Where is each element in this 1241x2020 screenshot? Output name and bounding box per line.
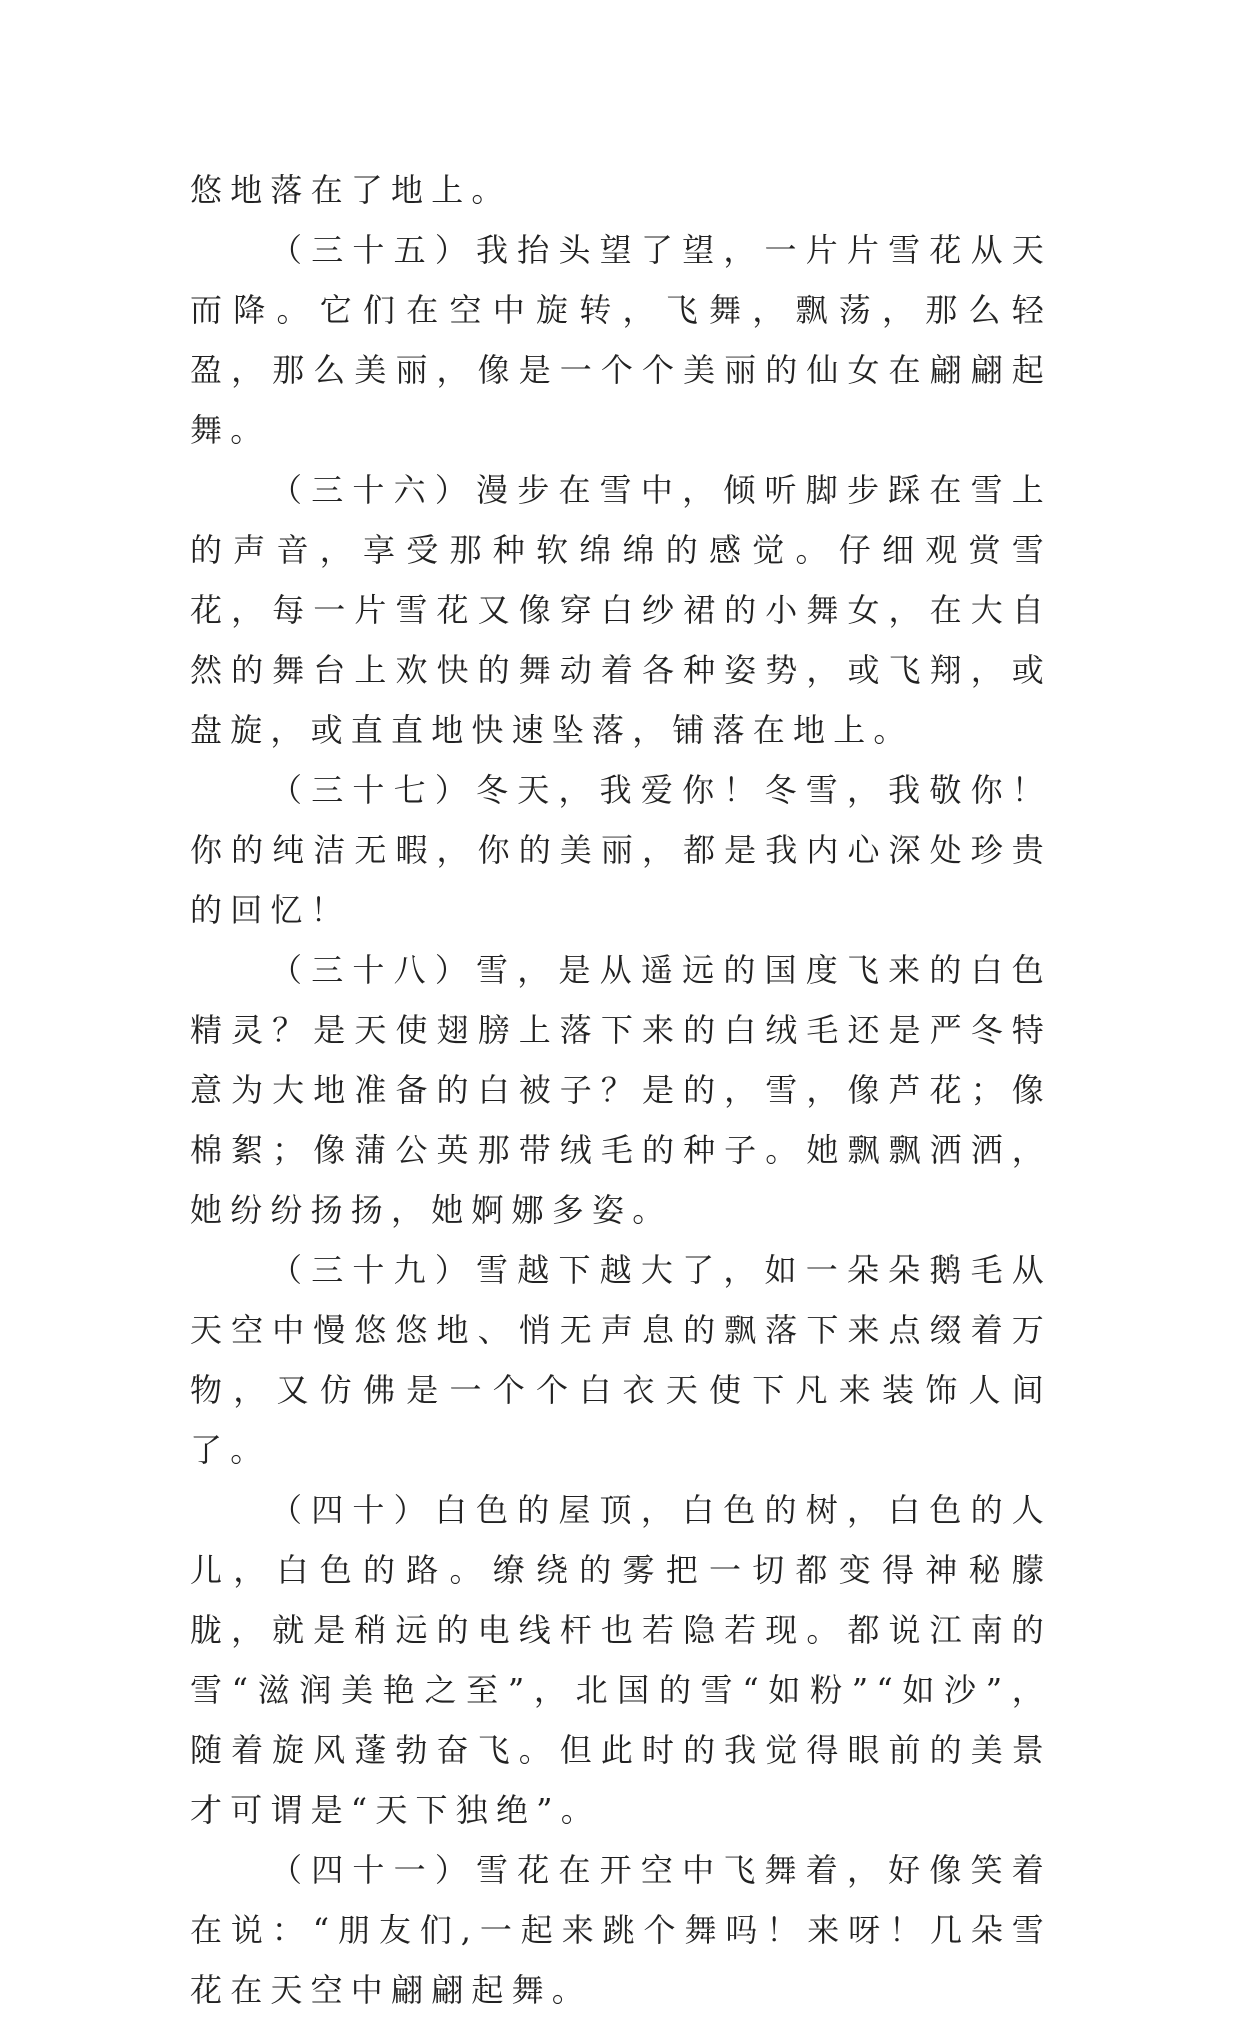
- document-body: [190, 160, 1052, 2020]
- paragraph-continuation: 悠地落在了地上。: [190, 171, 512, 209]
- paragraph-40: （四十）白色的屋顶，白色的树，白色的人儿，白色的路。缭绕的雾把一切都变得神秘朦胧，就是稍远的电线杆也若隐若现。都说江南的雪“滋润美艳之至”，北国的雪“如粉”“如沙”，随着旋风蓬勃奋飞。但此时的我觉得眼前的美景才可谓是“天下独绝”。: [190, 1491, 1052, 1829]
- paragraph-36: （三十六）漫步在雪中，倾听脚步踩在雪上的声音，享受那种软绵绵的感觉。仔细观赏雪花，每一片雪花又像穿白纱裙的小舞女，在大自然的舞台上欢快的舞动着各种姿势，或飞翔，或盘旋，或直直地快速坠落，铺落在地上。: [190, 471, 1052, 749]
- paragraph-41: （四十一）雪花在开空中飞舞着，好像笑着在说：“朋友们,一起来跳个舞吗！来呀！几朵雪花在天空中翩翩起舞。: [190, 1851, 1052, 2009]
- paragraph-38: （三十八）雪，是从遥远的国度飞来的白色精灵？是天使翅膀上落下来的白绒毛还是严冬特意为大地准备的白被子？是的，雪，像芦花；像棉絮；像蒲公英那带绒毛的种子。她飘飘洒洒，她纷纷扬扬，她婀娜多姿。: [190, 951, 1052, 1229]
- paragraph-39: （三十九）雪越下越大了，如一朵朵鹅毛从天空中慢悠悠地、悄无声息的飘落下来点缀着万物，又仿佛是一个个白衣天使下凡来装饰人间了。: [190, 1251, 1052, 1469]
- paragraph-35: （三十五）我抬头望了望，一片片雪花从天而降。它们在空中旋转，飞舞，飘荡，那么轻盈，那么美丽，像是一个个美丽的仙女在翩翩起舞。: [190, 231, 1052, 449]
- paragraph-37: （三十七）冬天，我爱你！冬雪，我敬你！你的纯洁无暇，你的美丽，都是我内心深处珍贵的回忆！: [190, 771, 1052, 929]
